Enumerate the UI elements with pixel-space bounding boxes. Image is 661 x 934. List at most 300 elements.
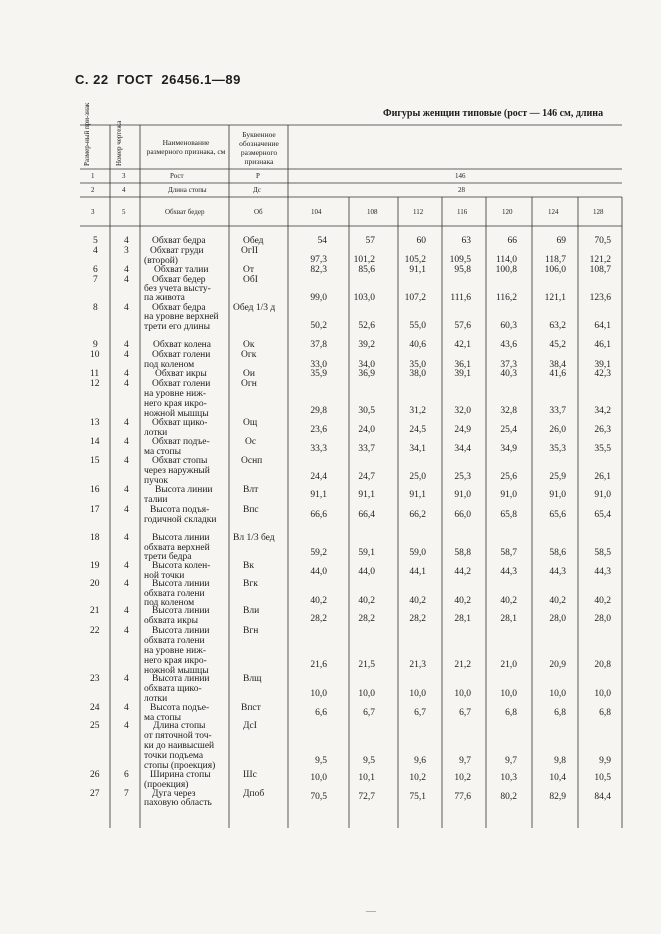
row-label-111: ма стопы (144, 713, 181, 723)
value-cell-r10-c4: 34,9 (500, 444, 517, 454)
value-cell-r10-c1: 33,7 (358, 444, 375, 454)
value-cell-r15-c2: 44,1 (409, 567, 426, 577)
value-cell-r13-c2: 66,2 (409, 510, 426, 520)
row-label-23: на уровне верхней (144, 312, 219, 322)
value-cell-r11-c6: 26,1 (594, 472, 611, 482)
value-cell-r14-c2: 59,0 (409, 548, 426, 558)
value-cell-r5-c3: 42,1 (454, 340, 471, 350)
value-cell-r21-c2: 9,6 (414, 756, 426, 766)
value-cell-r2-c3: 95,8 (454, 265, 471, 275)
value-cell-r7-c3: 39,1 (454, 369, 471, 379)
value-cell-r16-c0: 40,2 (310, 596, 327, 606)
row-label-98: на уровне ниж- (144, 646, 206, 656)
value-cell-r6-c3: 36,1 (454, 360, 471, 370)
value-cell-r21-c1: 9,5 (363, 756, 375, 766)
value-cell-r20-c1: 6,7 (363, 708, 375, 718)
value-cell-r5-c2: 40,6 (409, 340, 426, 350)
value-cell-r9-c3: 24,9 (454, 425, 471, 435)
value-cell-r14-c5: 58,6 (549, 548, 566, 558)
value-cell-r8-c5: 33,7 (549, 406, 566, 416)
value-cell-r20-c5: 6,8 (554, 708, 566, 718)
value-cell-r3-c3: 111,6 (450, 293, 471, 303)
row-label-115: ДсI (243, 721, 257, 731)
row-label-92: обхвата икры (144, 616, 198, 626)
value-cell-r20-c3: 6,7 (459, 708, 471, 718)
row-label-99: него края икро- (144, 656, 207, 666)
hip-size-120: 120 (502, 208, 513, 216)
row-label-121: 6 (124, 770, 129, 780)
row-label-27: Обхват колена (153, 340, 211, 350)
value-cell-r13-c1: 66,4 (358, 510, 375, 520)
value-cell-r19-c0: 10,0 (310, 689, 327, 699)
value-cell-r22-c4: 10,3 (500, 773, 517, 783)
value-cell-r8-c4: 32,8 (500, 406, 517, 416)
value-cell-r19-c6: 10,0 (594, 689, 611, 699)
value-cell-r2-c4: 100,8 (495, 265, 517, 275)
value-cell-r9-c0: 23,6 (310, 425, 327, 435)
value-cell-r19-c3: 10,0 (454, 689, 471, 699)
value-cell-r8-c2: 31,2 (409, 406, 426, 416)
value-cell-r22-c3: 10,2 (454, 773, 471, 783)
value-cell-r18-c3: 21,2 (454, 660, 471, 670)
value-cell-r6-c0: 33,0 (310, 360, 327, 370)
value-cell-r2-c2: 91,1 (409, 265, 426, 275)
value-cell-r3-c6: 123,6 (589, 293, 611, 303)
row-label-2: Обхват бедра (152, 236, 206, 246)
row-label-20: 4 (124, 303, 129, 313)
value-cell-r12-c1: 91,1 (358, 490, 375, 500)
row-label-109: Высота подъе- (150, 703, 210, 713)
value-cell-r2-c0: 82,3 (310, 265, 327, 275)
row-label-22: Обед 1/3 д (233, 303, 276, 313)
value-cell-r1-c4: 114,0 (495, 255, 517, 265)
value-cell-r4-c1: 52,6 (358, 321, 375, 331)
row-label-107: 24 (90, 703, 100, 713)
value-cell-r21-c4: 9,7 (505, 756, 517, 766)
row-label-46: 4 (124, 418, 129, 428)
value-cell-r13-c5: 65,6 (549, 510, 566, 520)
value-cell-r12-c5: 91,0 (549, 490, 566, 500)
row-label-94: 4 (124, 626, 129, 636)
value-cell-r21-c3: 9,7 (459, 756, 471, 766)
page-number: С. 22 (75, 72, 109, 87)
row-label-15: Обхват бедер (152, 275, 206, 285)
value-cell-r23-c6: 84,4 (594, 792, 611, 802)
value-cell-r19-c1: 10,0 (358, 689, 375, 699)
value-cell-r0-c1: 57 (365, 236, 375, 246)
value-cell-r18-c1: 21,5 (358, 660, 375, 670)
row-label-83: 4 (124, 579, 129, 589)
row-label-102: 4 (124, 674, 129, 684)
value-cell-r12-c4: 91,0 (500, 490, 517, 500)
row-label-47: Обхват щико- (152, 418, 208, 428)
row-label-108: 4 (124, 703, 129, 713)
value-cell-r17-c3: 28,1 (454, 614, 471, 624)
hip-size-104: 104 (311, 208, 322, 216)
row-label-96: Вгн (243, 626, 259, 636)
value-cell-r23-c4: 80,2 (500, 792, 517, 802)
value-cell-r6-c5: 38,4 (549, 360, 566, 370)
value-cell-r17-c2: 28,2 (409, 614, 426, 624)
row-label-129: паховую область (144, 798, 212, 808)
value-cell-r17-c0: 28,2 (310, 614, 327, 624)
row-label-52: Обхват подъе- (152, 437, 210, 447)
value-cell-r1-c1: 101,2 (353, 255, 375, 265)
value-cell-r21-c6: 9,9 (599, 756, 611, 766)
value-cell-r11-c5: 25,9 (549, 472, 566, 482)
row-label-11: Обхват талии (154, 265, 209, 275)
row-label-72: 4 (124, 533, 129, 543)
value-cell-r4-c4: 60,3 (500, 321, 517, 331)
row-label-32: Огк (241, 350, 257, 360)
row-label-10: 4 (124, 265, 129, 275)
value-cell-r2-c5: 106,0 (544, 265, 566, 275)
value-cell-r13-c6: 65,4 (594, 510, 611, 520)
row-label-86: обхвата голени (144, 589, 205, 599)
standard-label: ГОСТ (116, 72, 154, 87)
row-label-16: ОбI (243, 275, 258, 285)
value-cell-r8-c1: 30,5 (358, 406, 375, 416)
row-label-75: обхвата верхней (144, 543, 210, 553)
value-cell-r21-c5: 9,8 (554, 756, 566, 766)
row-label-48: Ощ (243, 418, 258, 428)
value-cell-r16-c4: 40,2 (500, 596, 517, 606)
value-cell-r3-c2: 107,2 (404, 293, 426, 303)
row-label-41: Огн (241, 379, 257, 389)
row-label-14: 4 (124, 275, 129, 285)
row-label-66: 17 (90, 505, 100, 515)
row-label-126: 7 (124, 789, 129, 799)
value-cell-r9-c6: 26,3 (594, 425, 611, 435)
row-label-0: 5 (93, 236, 98, 246)
row-label-90: Высота линии (152, 606, 210, 616)
row-label-36: Обхват икры (155, 369, 207, 379)
row-label-17: без учета высту- (144, 284, 211, 294)
hdr-row1-sym: Р (256, 172, 260, 180)
row-label-39: 4 (124, 379, 129, 389)
row-label-24: трети его длины (144, 322, 210, 332)
value-cell-r0-c4: 66 (507, 236, 517, 246)
row-label-74: Вл 1/3 бед (233, 533, 275, 543)
row-label-97: обхвата голени (144, 636, 205, 646)
row-label-88: 21 (90, 606, 100, 616)
row-label-91: Вли (243, 606, 260, 616)
value-cell-r12-c3: 91,0 (454, 490, 471, 500)
hdr-row3-num: 3 (91, 208, 95, 216)
row-label-105: обхвата щико- (144, 684, 202, 694)
row-label-117: ки до наивысшей (144, 741, 215, 751)
row-label-79: Высота колен- (152, 561, 211, 571)
value-cell-r10-c2: 34,1 (409, 444, 426, 454)
value-cell-r1-c3: 109,5 (449, 255, 471, 265)
value-cell-r20-c2: 6,7 (414, 708, 426, 718)
value-cell-r11-c2: 25,0 (409, 472, 426, 482)
row-label-61: 16 (90, 485, 100, 495)
row-label-84: Высота линии (152, 579, 210, 589)
value-cell-r9-c2: 24,5 (409, 425, 426, 435)
row-label-100: ножной мышцы (144, 666, 209, 676)
value-cell-r20-c0: 6,6 (315, 708, 327, 718)
row-label-21: Обхват бедра (152, 303, 206, 313)
row-label-80: Вк (243, 561, 254, 571)
value-cell-r6-c1: 34,0 (358, 360, 375, 370)
row-label-8: (второй) (144, 256, 178, 266)
value-cell-r0-c2: 60 (416, 236, 426, 246)
value-cell-r7-c2: 38,0 (409, 369, 426, 379)
row-label-63: Высота линии (155, 485, 213, 495)
value-cell-r15-c6: 44,3 (594, 567, 611, 577)
value-cell-r7-c6: 42,3 (594, 369, 611, 379)
row-label-89: 4 (124, 606, 129, 616)
value-cell-r3-c4: 116,2 (495, 293, 517, 303)
value-cell-r17-c5: 28,0 (549, 614, 566, 624)
col-header-symbol: Буквенное обозначение размерного признака (239, 130, 279, 166)
value-cell-r7-c0: 35,9 (310, 369, 327, 379)
value-cell-r15-c4: 44,3 (500, 567, 517, 577)
row-label-71: 18 (90, 533, 100, 543)
row-label-68: Высота подъя- (150, 505, 210, 515)
row-label-54: ма стопы (144, 447, 181, 457)
standard-number: 26456.1—89 (161, 72, 241, 87)
row-label-113: 4 (124, 721, 129, 731)
value-cell-r9-c1: 24,0 (358, 425, 375, 435)
row-label-35: 4 (124, 369, 129, 379)
row-label-65: талии (144, 495, 168, 505)
hdr-row3-fig: 5 (122, 208, 126, 216)
row-label-1: 4 (124, 236, 129, 246)
value-cell-r19-c5: 10,0 (549, 689, 566, 699)
row-label-82: 20 (90, 579, 100, 589)
value-cell-r11-c1: 24,7 (358, 472, 375, 482)
value-cell-r10-c3: 34,4 (454, 444, 471, 454)
value-cell-r5-c4: 43,6 (500, 340, 517, 350)
hdr-row2-sym: Дс (253, 186, 261, 194)
value-cell-r0-c0: 54 (317, 236, 327, 246)
row-label-116: от пяточной точ- (144, 731, 212, 741)
value-cell-r6-c2: 35,0 (409, 360, 426, 370)
value-cell-r3-c5: 121,1 (544, 293, 566, 303)
value-cell-r0-c3: 63 (461, 236, 471, 246)
row-label-25: 9 (93, 340, 98, 350)
value-cell-r8-c6: 34,2 (594, 406, 611, 416)
row-label-50: 14 (90, 437, 100, 447)
row-label-45: 13 (90, 418, 100, 428)
value-cell-r7-c1: 36,9 (358, 369, 375, 379)
row-label-101: 23 (90, 674, 100, 684)
value-cell-r4-c3: 57,6 (454, 321, 471, 331)
value-cell-r3-c0: 99,0 (310, 293, 327, 303)
value-cell-r12-c6: 91,0 (594, 490, 611, 500)
row-label-42: на уровне ниж- (144, 389, 206, 399)
row-label-120: 26 (90, 770, 100, 780)
hdr-row3-sym: Об (254, 208, 263, 216)
hdr-row2-num: 2 (91, 186, 95, 194)
value-cell-r23-c0: 70,5 (310, 792, 327, 802)
row-label-29: 10 (90, 350, 100, 360)
value-cell-r20-c4: 6,8 (505, 708, 517, 718)
hip-size-108: 108 (367, 208, 378, 216)
value-cell-r15-c1: 44,0 (358, 567, 375, 577)
hdr-row3-name: Обхват бедер (165, 208, 205, 216)
value-cell-r6-c6: 39,1 (594, 360, 611, 370)
value-cell-r18-c4: 21,0 (500, 660, 517, 670)
value-cell-r14-c6: 58,5 (594, 548, 611, 558)
hdr-row1-num: 1 (91, 172, 95, 180)
value-cell-r3-c1: 103,0 (353, 293, 375, 303)
value-cell-r17-c6: 28,0 (594, 614, 611, 624)
row-label-73: Высота линии (152, 533, 210, 543)
row-label-7: ОгII (241, 246, 259, 256)
value-cell-r12-c2: 91,1 (409, 490, 426, 500)
row-label-127: Дуга через (152, 789, 196, 799)
hip-size-116: 116 (457, 208, 468, 216)
value-cell-r9-c4: 25,4 (500, 425, 517, 435)
row-label-110: Впст (241, 703, 261, 713)
value-cell-r4-c2: 55,0 (409, 321, 426, 331)
value-cell-r23-c5: 82,9 (549, 792, 566, 802)
row-label-118: точки подъема (144, 751, 204, 761)
row-label-40: Обхват голени (152, 379, 211, 389)
value-cell-r11-c0: 24,4 (310, 472, 327, 482)
row-label-38: 12 (90, 379, 100, 389)
row-label-77: 19 (90, 561, 100, 571)
row-label-57: Обхват стопы (152, 456, 208, 466)
row-label-30: 4 (124, 350, 129, 360)
value-cell-r16-c6: 40,2 (594, 596, 611, 606)
row-label-6: Обхват груди (150, 246, 204, 256)
value-cell-r7-c4: 40,3 (500, 369, 517, 379)
hdr-row1-name: Рост (170, 172, 184, 180)
row-label-58: Оснп (241, 456, 263, 466)
value-cell-r4-c5: 63,2 (549, 321, 566, 331)
value-cell-r9-c5: 26,0 (549, 425, 566, 435)
value-cell-r1-c2: 105,2 (404, 255, 426, 265)
hip-size-112: 112 (413, 208, 424, 216)
value-cell-r5-c6: 46,1 (594, 340, 611, 350)
row-label-69: Впс (243, 505, 259, 515)
row-label-93: 22 (90, 626, 100, 636)
value-cell-r13-c3: 66,0 (454, 510, 471, 520)
row-label-4: 4 (93, 246, 98, 256)
value-cell-r8-c3: 32,0 (454, 406, 471, 416)
row-label-103: Высота линии (152, 674, 210, 684)
value-cell-r14-c4: 58,7 (500, 548, 517, 558)
hdr-row1-val: 146 (455, 172, 466, 180)
hdr-row2-name: Длина стопы (168, 186, 207, 194)
value-cell-r16-c5: 40,2 (549, 596, 566, 606)
value-cell-r20-c6: 6,8 (599, 708, 611, 718)
table-caption: Фигуры женщин типовые (рост — 146 см, длина (383, 108, 604, 119)
row-label-78: 4 (124, 561, 129, 571)
row-label-85: Вгк (243, 579, 258, 589)
value-cell-r15-c5: 44,3 (549, 567, 566, 577)
row-label-106: лотки (144, 694, 168, 704)
value-cell-r13-c0: 66,6 (310, 510, 327, 520)
value-cell-r2-c6: 108,7 (589, 265, 611, 275)
value-cell-r19-c4: 10,0 (500, 689, 517, 699)
value-cell-r5-c0: 37,8 (310, 340, 327, 350)
row-label-43: него края икро- (144, 399, 207, 409)
value-cell-r10-c5: 35,3 (549, 444, 566, 454)
row-label-62: 4 (124, 485, 129, 495)
value-cell-r2-c1: 85,6 (358, 265, 375, 275)
row-label-19: 8 (93, 303, 98, 313)
col-header-number: Размер-ный при-знак (83, 102, 91, 166)
row-label-5: 3 (124, 246, 129, 256)
value-cell-r18-c5: 20,9 (549, 660, 566, 670)
value-cell-r8-c0: 29,8 (310, 406, 327, 416)
footer-mark: — (366, 906, 376, 917)
row-label-26: 4 (124, 340, 129, 350)
row-label-3: Обед (243, 236, 264, 246)
value-cell-r21-c0: 9,5 (315, 756, 327, 766)
value-cell-r4-c6: 64,1 (594, 321, 611, 331)
value-cell-r18-c0: 21,6 (310, 660, 327, 670)
row-label-122: Ширина стопы (150, 770, 211, 780)
value-cell-r7-c5: 41,6 (549, 369, 566, 379)
value-cell-r11-c3: 25,3 (454, 472, 471, 482)
row-label-12: От (243, 265, 255, 275)
row-label-49: лотки (144, 428, 168, 438)
row-label-95: Высота линии (152, 626, 210, 636)
value-cell-r0-c6: 70,5 (594, 236, 611, 246)
value-cell-r22-c6: 10,5 (594, 773, 611, 783)
value-cell-r17-c4: 28,1 (500, 614, 517, 624)
row-label-64: Влт (243, 485, 259, 495)
row-label-55: 15 (90, 456, 100, 466)
value-cell-r16-c2: 40,2 (409, 596, 426, 606)
value-cell-r4-c0: 50,2 (310, 321, 327, 331)
row-label-13: 7 (93, 275, 98, 285)
value-cell-r14-c0: 59,2 (310, 548, 327, 558)
row-label-34: 11 (90, 369, 100, 379)
row-label-112: 25 (90, 721, 100, 731)
value-cell-r16-c3: 40,2 (454, 596, 471, 606)
value-cell-r1-c0: 97,3 (310, 255, 327, 265)
row-label-33: под коленом (144, 360, 195, 370)
value-cell-r1-c5: 118,7 (544, 255, 566, 265)
row-label-31: Обхват голени (152, 350, 211, 360)
hip-size-128: 128 (593, 208, 604, 216)
value-cell-r18-c6: 20,8 (594, 660, 611, 670)
row-label-53: Ос (245, 437, 257, 447)
value-cell-r22-c2: 10,2 (409, 773, 426, 783)
row-label-87: под коленом (144, 598, 195, 608)
row-label-114: Длина стопы (153, 721, 206, 731)
value-cell-r10-c6: 35,5 (594, 444, 611, 454)
row-label-28: Ок (243, 340, 255, 350)
value-cell-r19-c2: 10,0 (409, 689, 426, 699)
value-cell-r22-c1: 10,1 (358, 773, 375, 783)
value-cell-r14-c1: 59,1 (358, 548, 375, 558)
value-cell-r17-c1: 28,2 (358, 614, 375, 624)
value-cell-r12-c0: 91,1 (310, 490, 327, 500)
value-cell-r13-c4: 65,8 (500, 510, 517, 520)
value-cell-r0-c5: 69 (556, 236, 566, 246)
value-cell-r5-c5: 45,2 (549, 340, 566, 350)
value-cell-r15-c3: 44,2 (454, 567, 471, 577)
hdr-row2-val: 28 (458, 186, 465, 194)
row-label-125: 27 (90, 789, 100, 799)
col-header-figure: Номер чертежа (115, 120, 123, 166)
row-label-119: стопы (проекция) (144, 761, 216, 771)
row-label-18: па живота (144, 293, 185, 303)
value-cell-r23-c3: 77,6 (454, 792, 471, 802)
value-cell-r10-c0: 33,3 (310, 444, 327, 454)
row-label-67: 4 (124, 505, 129, 515)
row-label-128: Дпоб (243, 789, 265, 799)
value-cell-r15-c0: 44,0 (310, 567, 327, 577)
